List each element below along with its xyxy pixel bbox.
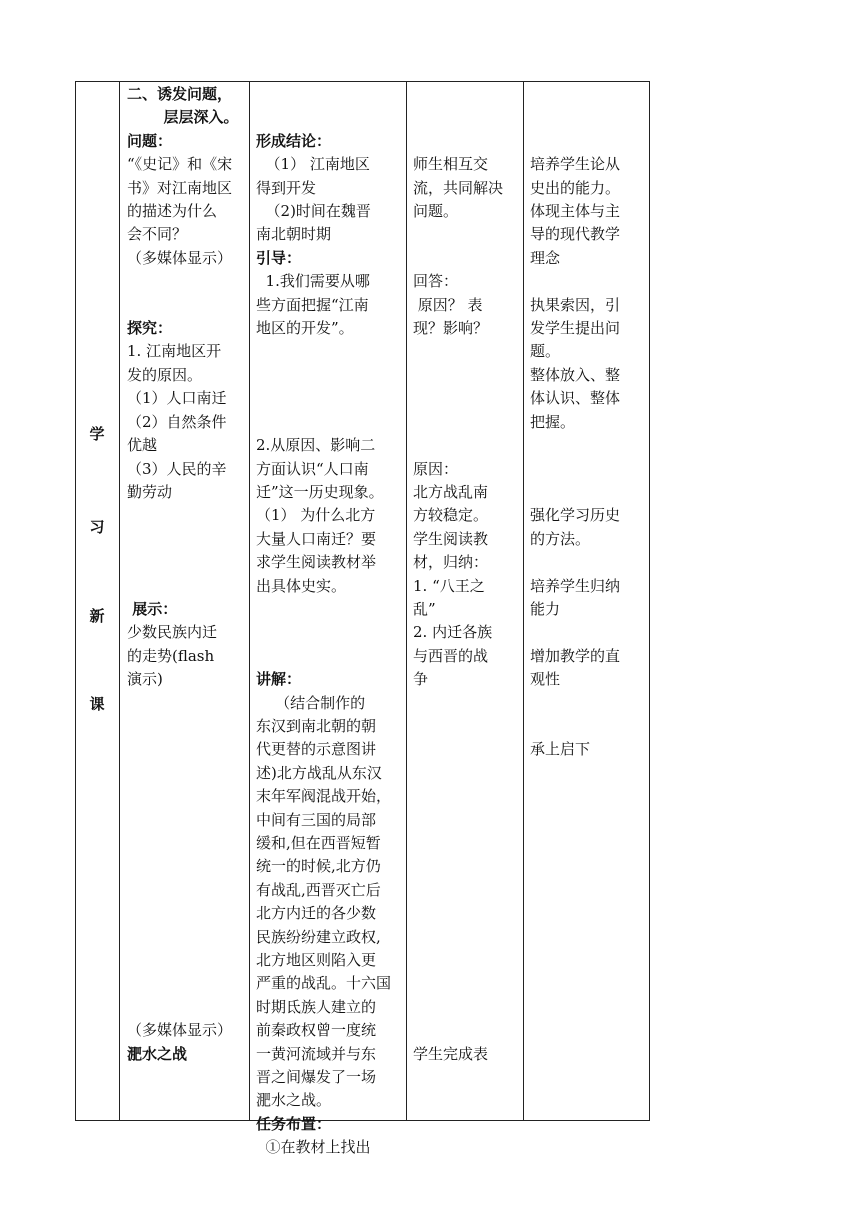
text-line [530,715,647,738]
text-line: （结合制作的 [256,693,366,712]
text-line [413,855,521,878]
text-line: 材，归纳： [413,553,489,572]
text-line: 学生阅读教 [413,529,489,548]
text-line [413,738,521,761]
column-divider [119,81,120,1121]
lesson-plan-table [75,81,650,1157]
text-line: 前秦政权曾一度统 [256,1021,377,1040]
text-line: 展示： [127,599,178,618]
text-line: 流，共同解决 [413,178,504,197]
text-line: 讲解： [256,670,302,689]
text-line: 2.从原因、影响二 [256,436,376,455]
text-line: 述)北方战乱从东汉 [256,763,382,782]
table-border-top [75,81,650,82]
text-line [413,949,521,972]
teaching-content-column [127,83,247,1066]
text-line: 增加教学的直 [530,646,621,665]
text-line: 南北朝时期 [256,225,332,244]
text-line [127,504,247,527]
text-line [413,411,521,434]
text-line: 培养学生归纳 [530,576,621,595]
text-line [413,130,521,153]
text-line [413,106,521,129]
side-label-char: 学 [89,425,105,443]
text-line: 体现主体与主 [530,202,621,221]
text-line [127,879,247,902]
text-line: 优越 [127,436,158,455]
text-line: 执果索因，引 [530,295,621,314]
column-divider [523,81,524,1121]
text-line: 的描述为什么 [127,202,218,221]
text-line: 乱” [413,599,436,618]
teacher-activity-column [256,83,404,1160]
text-line: 的走势(flash [127,646,215,665]
text-line [530,434,647,457]
text-line [127,551,247,574]
text-line: 得到开发 [256,178,317,197]
text-line: 1.我们需要从哪 [256,272,370,291]
text-line: 晋之间爆发了一场 [256,1068,377,1087]
text-line: 体认识、整体 [530,389,621,408]
text-line [256,645,404,668]
text-line [413,364,521,387]
text-line: 缓和,但在西晋短暂 [256,834,381,852]
text-line [413,972,521,995]
text-line [413,692,521,715]
text-line: 师生相互交 [413,155,489,174]
table-border-right [649,81,650,1121]
text-line: 2. 内迁各族 [413,623,493,642]
text-line [256,621,404,644]
text-line: 末年军阀混战开始， [256,787,392,806]
text-line: 整体放入、整 [530,365,621,384]
text-line: 一黄河流域并与东 [256,1044,377,1063]
text-line [413,247,521,270]
text-line: “《史记》和《宋 [127,155,233,174]
text-line [413,832,521,855]
text-line: 民族纷纷建立政权, [256,927,381,946]
text-line: 现？影响？ [413,319,489,338]
text-line: 观性 [530,670,561,689]
text-line: 求学生阅读教材举 [256,553,377,572]
text-line: 东汉到南北朝的朝 [256,716,377,735]
text-line: 的方法。 [530,529,591,548]
text-line [413,1019,521,1042]
student-activity-column [413,83,521,1066]
text-line: 北方内迁的各少数 [256,904,377,923]
text-line [530,551,647,574]
text-line [127,692,247,715]
text-line [256,411,404,434]
text-line: 些方面把握“江南 [256,295,369,314]
text-line: 北方地区则陷入更 [256,951,377,970]
text-line [256,106,404,129]
text-line: 书》对江南地区 [127,178,233,197]
text-line: 发学生提出问 [530,319,621,338]
text-line: （1） 江南地区 [256,155,370,174]
text-line: 勤劳动 [127,482,173,501]
text-line: 回答： [413,272,459,291]
text-line: （2）自然条件 [127,412,227,431]
text-line [127,270,247,293]
text-line [127,949,247,972]
text-line: 1. 江南地区开 [127,342,222,361]
text-line: 层层深入。 [127,108,239,127]
text-line: 二、诱发问题， [127,85,233,103]
text-line: 发的原因。 [127,365,203,384]
text-line: 史出的能力。 [530,178,621,197]
text-line: 形成结论： [256,131,332,150]
text-line: 大量人口南迁？要 [256,529,377,548]
text-line [127,528,247,551]
text-line [530,130,647,153]
text-line [127,809,247,832]
text-line: 演示) [127,670,163,689]
text-line: 统一的时候,北方仍 [256,857,381,876]
text-line [127,832,247,855]
text-line: 引导： [256,248,302,267]
text-line: 方较稳定。 [413,506,489,525]
text-line [413,762,521,785]
text-line [413,83,521,106]
text-line [530,692,647,715]
text-line: 能力 [530,599,561,618]
text-line [127,294,247,317]
text-line: 出具体史实。 [256,576,347,595]
table-border-left [75,81,76,1121]
text-line [127,855,247,878]
text-line: 代更替的示意图讲 [256,740,377,759]
text-line [530,458,647,481]
text-line [413,434,521,457]
text-line [127,575,247,598]
text-line: 理念 [530,248,561,267]
text-line: 探究： [127,319,173,338]
text-line [413,715,521,738]
text-line [413,387,521,410]
column-divider [406,81,407,1121]
text-line [127,762,247,785]
text-line: 方面认识“人口南 [256,459,369,478]
side-label-char: 习 [89,518,105,536]
text-line [127,738,247,761]
text-line [127,902,247,925]
text-line: 迁”这一历史现象。 [256,482,384,501]
text-line [530,621,647,644]
text-line: 淝水之战。 [256,1091,332,1110]
text-line [256,387,404,410]
text-line: 会不同？ [127,225,188,244]
text-line: 北方战乱南 [413,482,489,501]
text-line [127,926,247,949]
text-line [413,340,521,363]
text-line: （多媒体显示） [127,248,233,267]
text-line [127,972,247,995]
text-line [413,785,521,808]
text-line: 承上启下 [530,740,591,759]
side-label-char: 课 [89,695,105,713]
text-line: 与西晋的战 [413,646,489,665]
text-line: 题。 [530,342,561,361]
text-line [127,996,247,1019]
side-label-char: 新 [89,607,105,625]
text-line: （1）人口南迁 [127,389,227,408]
text-line: ①在教材上找出 [256,1138,371,1157]
text-line: 地区的开发”。 [256,319,354,338]
text-line [256,598,404,621]
text-line: （多媒体显示） [127,1021,233,1040]
text-line [413,809,521,832]
text-line [413,926,521,949]
text-line: 问题。 [413,202,459,221]
text-line [413,902,521,925]
text-line [413,879,521,902]
text-line [127,715,247,738]
text-line [530,83,647,106]
text-line: 严重的战乱。十六国 [256,974,392,993]
text-line [413,223,521,246]
text-line: （1） 为什么北方 [256,506,376,525]
text-line: 原因？ 表 [413,295,483,314]
text-line: 争 [413,670,429,689]
text-line [530,106,647,129]
text-line: 少数民族内迁 [127,623,218,642]
text-line: 培养学生论从 [530,155,621,174]
text-line: 有战乱,西晋灭亡后 [256,880,381,899]
text-line: 1. “八王之 [413,576,485,595]
text-line: 任务布置： [256,1114,332,1133]
text-line: 把握。 [530,412,576,431]
text-line [530,270,647,293]
text-line: 问题： [127,131,173,150]
text-line [530,481,647,504]
text-line: 淝水之战 [127,1044,188,1063]
text-line [256,364,404,387]
text-line: 强化学习历史 [530,506,621,525]
text-line: 时期氐族人建立的 [256,997,377,1016]
text-line: （3）人民的辛 [127,459,227,478]
text-line: （2)时间在魏晋 [256,202,371,221]
text-line: 学生完成表 [413,1044,489,1063]
column-divider [249,81,250,1121]
text-line: 原因： [413,459,459,478]
text-line: 导的现代教学 [530,225,621,244]
text-line: 中间有三国的局部 [256,810,377,829]
design-intent-column [530,83,647,762]
text-line [256,83,404,106]
text-line [127,785,247,808]
text-line [413,996,521,1019]
text-line [256,340,404,363]
